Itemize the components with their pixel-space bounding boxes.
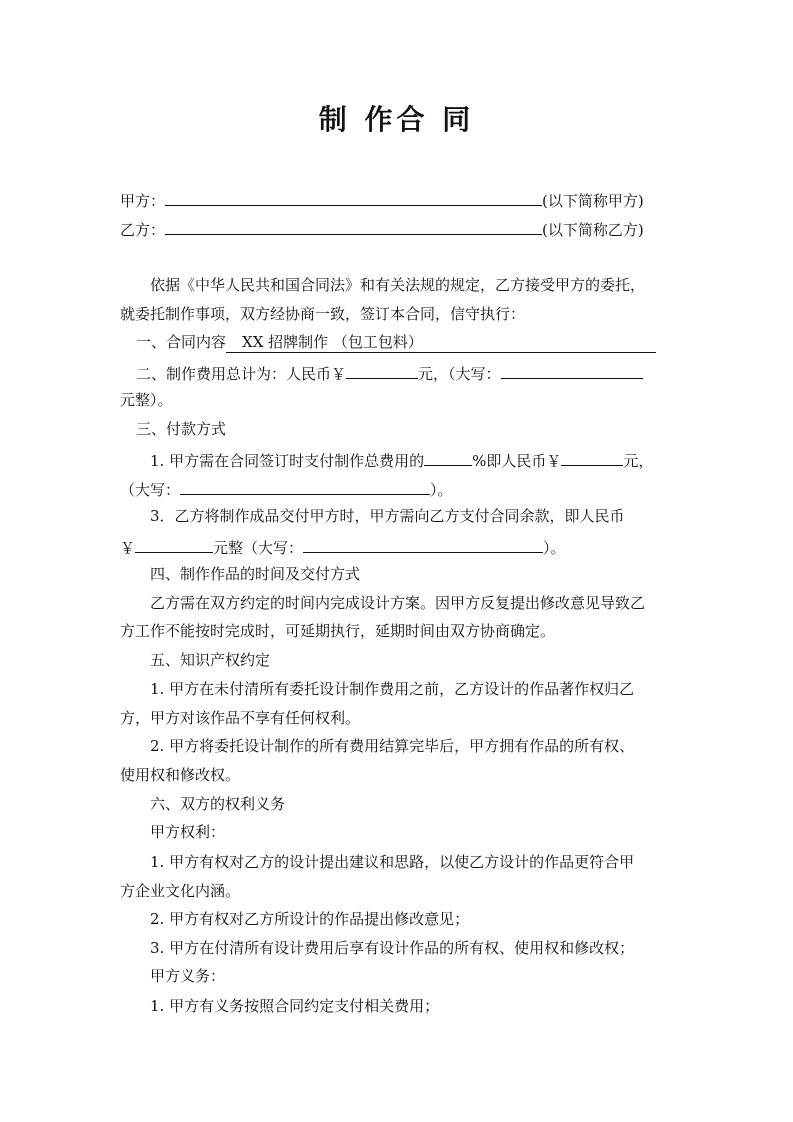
section-4-heading: 四、制作作品的时间及交付方式	[150, 565, 361, 583]
payment-capital-blank[interactable]	[180, 477, 430, 495]
section-4-line-2: 方工作不能按时完成时，可延期执行，延期时间由双方协商确定。	[120, 622, 556, 640]
payment-1-mid: %即人民币￥	[472, 452, 562, 470]
section-6-heading: 六、双方的权利义务	[150, 795, 286, 813]
section-1-line	[136, 332, 656, 353]
section-5-heading: 五、知识产权约定	[150, 651, 271, 669]
right-3: 3. 甲方在付清所有设计费用后享有设计作品的所有权、使用权和修改权；	[150, 939, 635, 957]
payment-amount-blank[interactable]	[561, 448, 623, 466]
section-4-line-1: 乙方需在双方约定的时间内完成设计方案。因甲方反复提出修改意见导致乙	[150, 594, 646, 612]
document-title: 制 作合 同	[318, 103, 475, 136]
section-2-end: 元整）。	[120, 391, 173, 409]
section-2-prefix: 二、制作费用总计为：人民币￥	[136, 365, 347, 383]
right-1-line-2: 方企业文化内涵。	[120, 882, 241, 900]
section-1-value[interactable]: XX 招牌制作 （包工包料）	[226, 332, 656, 353]
payment-1-line-2	[120, 477, 453, 500]
right-2: 2. 甲方有权对乙方所设计的作品提出修改意见；	[150, 910, 470, 928]
party-a-label: 甲方：	[120, 192, 166, 210]
ip-2-line-2: 使用权和修改权。	[120, 766, 241, 784]
payment-1-line2-prefix: （大写：	[120, 481, 181, 499]
intro-line-1: 依据《中华人民共和国合同法》和有关法规的规定，乙方接受甲方的委托，	[150, 276, 646, 294]
intro-line-2: 就委托制作事项，双方经协商一致，签订本合同，信守执行：	[120, 305, 526, 323]
party-b-suffix: (以下简称乙方)	[542, 221, 644, 239]
ip-1-line-2: 方，甲方对该作品不享有任何权利。	[120, 709, 361, 727]
section-1-prefix: 一、合同内容	[136, 333, 227, 351]
payment-3-line-2	[120, 535, 566, 558]
party-b-line	[120, 217, 644, 240]
ip-1-line-1: 1. 甲方在未付清所有委托设计制作费用之前，乙方设计的作品著作权归乙	[150, 680, 635, 698]
fee-amount-blank[interactable]	[346, 361, 418, 379]
balance-amount-blank[interactable]	[135, 535, 213, 553]
payment-3-mid: 元整（大写：	[213, 539, 304, 557]
section-2-mid: 元，（大写：	[418, 365, 501, 383]
party-a-line	[120, 188, 644, 211]
payment-1-end: 元，	[623, 452, 654, 470]
party-a-duties-heading: 甲方义务：	[150, 967, 226, 985]
payment-1-prefix: 1. 甲方需在合同签订时支付制作总费用的	[150, 452, 425, 470]
party-b-blank[interactable]	[165, 217, 542, 235]
section-2-line	[136, 361, 643, 384]
payment-3-line-1: 3．乙方将制作成品交付甲方时，甲方需向乙方支付合同余款，即人民币	[150, 507, 625, 525]
duty-1: 1. 甲方有义务按照合同约定支付相关费用；	[150, 997, 440, 1015]
ip-2-line-1: 2. 甲方将委托设计制作的所有费用结算完毕后，甲方拥有作品的所有权、	[150, 737, 635, 755]
fee-capital-blank[interactable]	[501, 361, 643, 379]
payment-percent-blank[interactable]	[424, 448, 472, 466]
section-3-heading: 三、付款方式	[136, 420, 227, 438]
party-b-label: 乙方：	[120, 221, 166, 239]
party-a-rights-heading: 甲方权利：	[150, 823, 226, 841]
payment-3-end: ）。	[543, 539, 566, 557]
party-a-suffix: (以下简称甲方)	[542, 192, 644, 210]
payment-1-line	[150, 448, 653, 471]
payment-3-yen: ￥	[120, 539, 136, 557]
party-a-blank[interactable]	[165, 188, 542, 206]
payment-1-line2-end: ）。	[430, 481, 453, 499]
balance-capital-blank[interactable]	[303, 535, 543, 553]
right-1-line-1: 1. 甲方有权对乙方的设计提出建议和思路，以使乙方设计的作品更符合甲	[150, 853, 635, 871]
